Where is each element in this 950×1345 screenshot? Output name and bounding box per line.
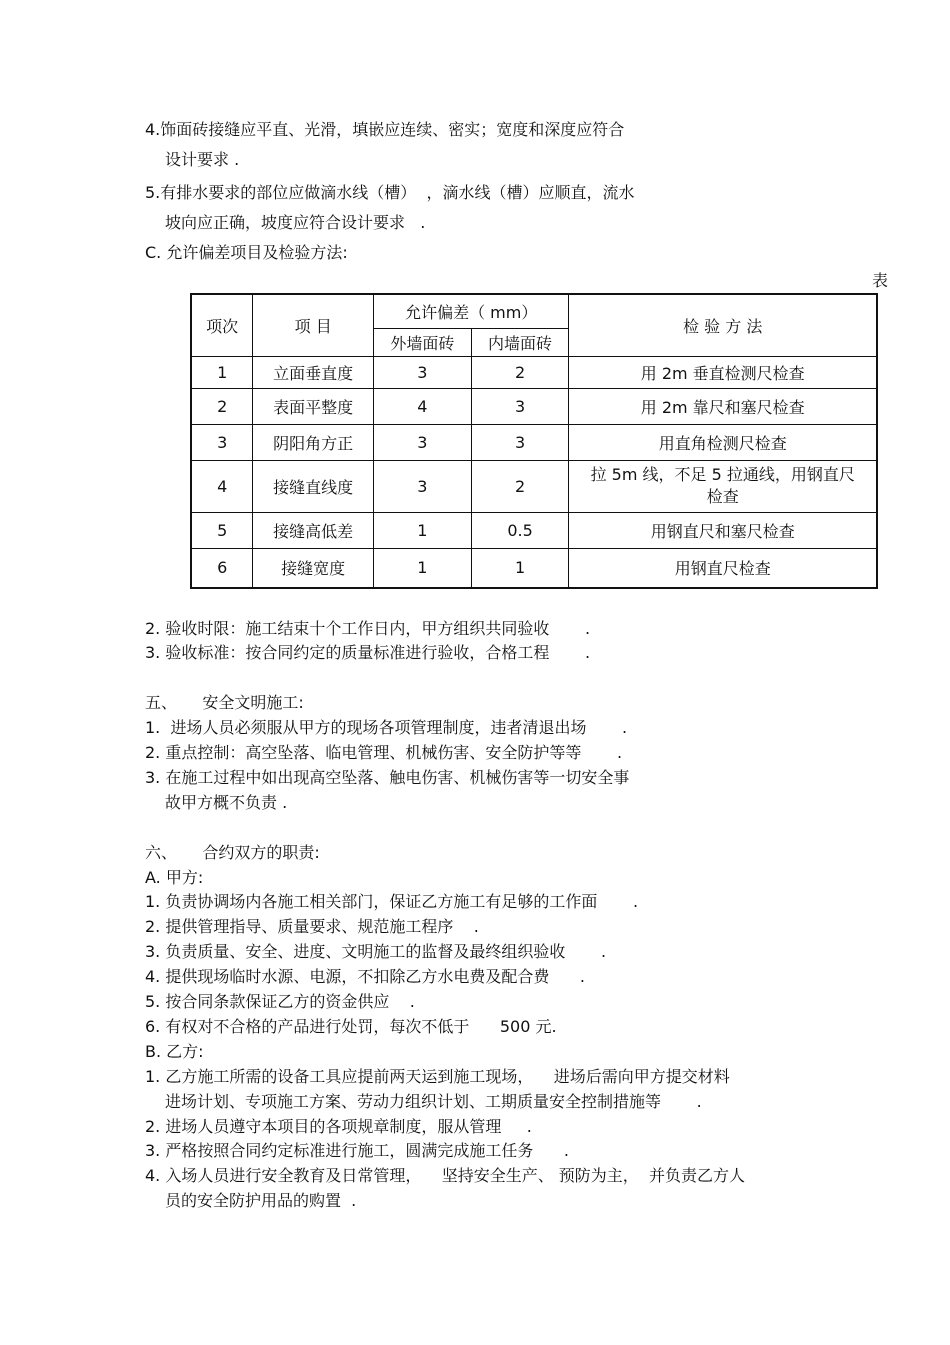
table-row — [191, 512, 877, 548]
text-line: 进场计划、专项施工方案、劳动力组织计划、工期质量安全控制措施等 . — [165, 1092, 702, 1111]
cell-no: 2 — [191, 388, 253, 424]
cell-item: 接缝高低差 — [253, 512, 374, 548]
table-row — [191, 460, 877, 512]
cell-outer: 3 — [373, 424, 471, 460]
cell-method: 拉 5m 线，不足 5 拉通线，用钢直尺检查 — [569, 460, 877, 512]
cell-method: 用 2m 靠尺和塞尺检查 — [569, 388, 877, 424]
text-line: 6. 有权对不合格的产品进行处罚，每次不低于 500 元. — [145, 1017, 557, 1036]
cell-no: 6 — [191, 548, 253, 588]
cell-no: 3 — [191, 424, 253, 460]
text-line: 设计要求 . — [165, 150, 240, 169]
text-line: 员的安全防护用品的购置 . — [165, 1191, 357, 1210]
table-row — [191, 388, 877, 424]
cell-item: 接缝直线度 — [253, 460, 374, 512]
text-line: B. 乙方: — [145, 1042, 204, 1061]
text-line: 2. 提供管理指导、质量要求、规范施工程序 . — [145, 917, 479, 936]
header-no: 项次 — [191, 294, 253, 356]
table-row — [191, 356, 877, 388]
cell-method: 用 2m 垂直检测尺检查 — [569, 356, 877, 388]
cell-inner: 2 — [471, 460, 569, 512]
text-line: 3. 严格按照合同约定标准进行施工，圆满完成施工任务 . — [145, 1141, 569, 1160]
text-line: C. 允许偏差项目及检验方法: — [145, 243, 348, 262]
cell-method: 用钢直尺检查 — [569, 548, 877, 588]
table-row — [191, 548, 877, 588]
cell-item: 接缝宽度 — [253, 548, 374, 588]
cell-outer: 1 — [373, 512, 471, 548]
cell-inner: 1 — [471, 548, 569, 588]
text-line: 4. 入场人员进行安全教育及日常管理， 坚持安全生产、 预防为主， 并负责乙方人 — [145, 1166, 745, 1185]
cell-outer: 1 — [373, 548, 471, 588]
cell-outer: 4 — [373, 388, 471, 424]
section-heading: 五、 安全文明施工: — [145, 693, 304, 712]
text-line: 坡向应正确，坡度应符合设计要求 . — [165, 213, 426, 232]
cell-inner: 3 — [471, 388, 569, 424]
cell-inner: 2 — [471, 356, 569, 388]
text-line: 1. 负责协调场内各施工相关部门，保证乙方施工有足够的工作面 . — [145, 892, 639, 911]
text-line: 3. 验收标准：按合同约定的质量标准进行验收，合格工程 . — [145, 643, 591, 662]
cell-inner: 0.5 — [471, 512, 569, 548]
text-line: 故甲方概不负责 . — [165, 793, 288, 812]
text-line: 5. 按合同条款保证乙方的资金供应 . — [145, 992, 415, 1011]
cell-inner: 3 — [471, 424, 569, 460]
header-inner: 内墙面砖 — [471, 328, 569, 356]
tolerance-table — [190, 293, 878, 589]
text-line: 4. 提供现场临时水源、电源，不扣除乙方水电费及配合费 . — [145, 967, 585, 986]
header-tolerance: 允许偏差（ mm） — [373, 294, 568, 328]
cell-no: 1 — [191, 356, 253, 388]
cell-no: 5 — [191, 512, 253, 548]
cell-method: 用直角检测尺检查 — [569, 424, 877, 460]
text-line: 1. 进场人员必须服从甲方的现场各项管理制度，违者清退出场 . — [145, 718, 628, 737]
text-line: 4.饰面砖接缝应平直、光滑，填嵌应连续、密实；宽度和深度应符合 — [145, 120, 625, 139]
cell-outer: 3 — [373, 460, 471, 512]
text-line: 5.有排水要求的部位应做滴水线（槽） ，滴水线（槽）应顺直，流水 — [145, 183, 635, 202]
header-method: 检 验 方 法 — [569, 294, 877, 356]
cell-method: 用钢直尺和塞尺检查 — [569, 512, 877, 548]
text-line: 2. 进场人员遵守本项目的各项规章制度，服从管理 . — [145, 1117, 532, 1136]
header-item: 项 目 — [253, 294, 374, 356]
cell-item: 立面垂直度 — [253, 356, 374, 388]
cell-item: 阴阳角方正 — [253, 424, 374, 460]
text-line: A. 甲方: — [145, 868, 204, 887]
text-line: 3. 在施工过程中如出现高空坠落、触电伤害、机械伤害等一切安全事 — [145, 768, 630, 787]
header-outer: 外墙面砖 — [373, 328, 471, 356]
section-heading: 六、 合约双方的职责: — [145, 843, 320, 862]
table-label: 表 — [872, 271, 889, 290]
text-line: 3. 负责质量、安全、进度、文明施工的监督及最终组织验收 . — [145, 942, 607, 961]
cell-no: 4 — [191, 460, 253, 512]
text-line: 2. 验收时限：施工结束十个工作日内，甲方组织共同验收 . — [145, 619, 591, 638]
text-line: 2. 重点控制：高空坠落、临电管理、机械伤害、安全防护等等 . — [145, 743, 623, 762]
text-line: 1. 乙方施工所需的设备工具应提前两天运到施工现场， 进场后需向甲方提交材料 — [145, 1067, 730, 1086]
cell-item: 表面平整度 — [253, 388, 374, 424]
cell-outer: 3 — [373, 356, 471, 388]
table-row — [191, 424, 877, 460]
